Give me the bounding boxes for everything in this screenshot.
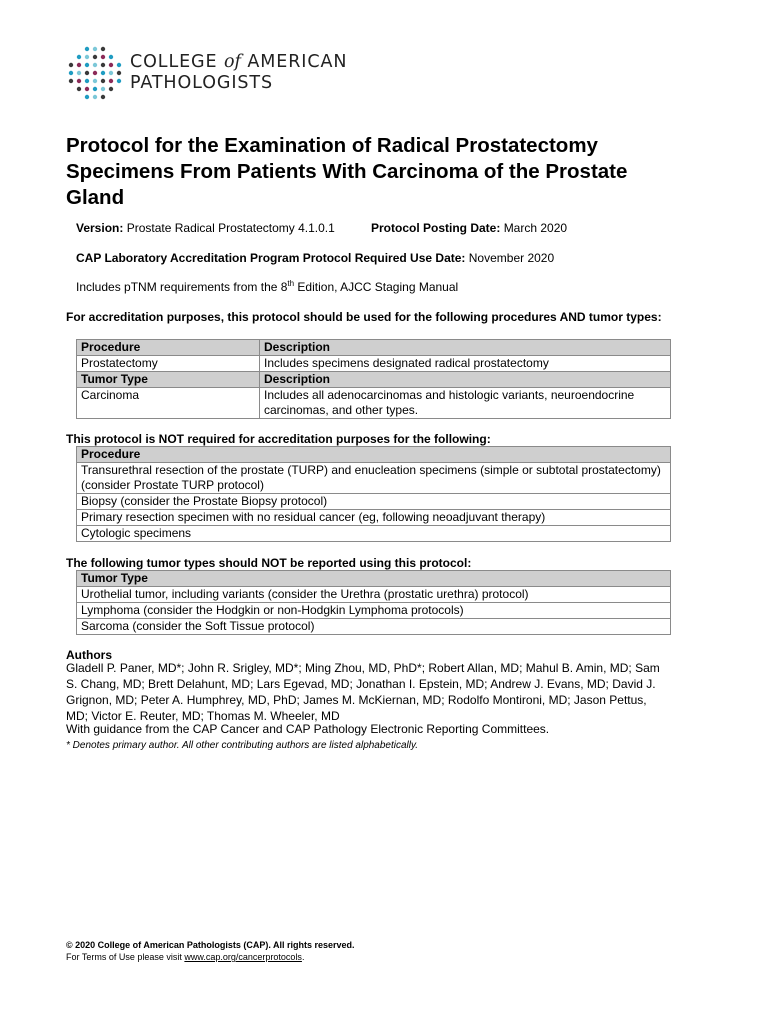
ptnm-line bbox=[76, 280, 458, 294]
procedure-cell: Prostatectomy bbox=[77, 356, 260, 372]
logo-line-1 bbox=[130, 52, 347, 73]
logo-dot bbox=[117, 79, 121, 83]
authors-list: Gladell P. Paner, MD*; John R. Srigley, MD*; Ming Zhou, MD, PhD*; Robert Allan, MD; Mahul B. Amin, MD; Sam S. Chang, MD; Brett Delahunt, MD; Lars Egevad, MD; Jonathan I. Epstein, MD; Andrew J. Evans, MD; David J. Grignon, MD; Peter A. Humphrey, MD, PhD; James M. McKiernan, MD; Rodolfo Montironi, MD; Jason Pettus, MD; Victor E. Reuter, MD; Thomas M. Wheeler, MD bbox=[66, 661, 660, 723]
ptnm-text-end: Edition, AJCC Staging Manual bbox=[294, 280, 459, 294]
table-header-row bbox=[77, 372, 671, 388]
logo-dot bbox=[109, 63, 113, 67]
logo-dot bbox=[101, 87, 105, 91]
logo-dot bbox=[93, 63, 97, 67]
logo-line-2: PATHOLOGISTS bbox=[130, 73, 273, 93]
logo-dot bbox=[101, 79, 105, 83]
not-reported-tumor-type-header: Tumor Type bbox=[77, 571, 671, 587]
posting-date-line bbox=[371, 221, 567, 235]
logo-dot bbox=[69, 79, 73, 83]
logo-dot bbox=[93, 71, 97, 75]
not-required-heading: This protocol is NOT required for accreditation purposes for the following: bbox=[66, 432, 491, 446]
logo-dot bbox=[93, 47, 97, 51]
not-required-procedure-header: Procedure bbox=[77, 447, 671, 463]
logo-word-american: AMERICAN bbox=[240, 52, 348, 72]
logo-dot bbox=[77, 55, 81, 59]
logo-dot bbox=[93, 55, 97, 59]
version-value: Prostate Radical Prostatectomy 4.1.0.1 bbox=[126, 221, 335, 235]
terms-of-use bbox=[66, 952, 304, 962]
procedure-header: Procedure bbox=[77, 340, 260, 356]
logo-dot bbox=[85, 95, 89, 99]
tumor-type-cell: Carcinoma bbox=[77, 388, 260, 419]
logo-dot bbox=[85, 71, 89, 75]
ptnm-superscript: th bbox=[287, 279, 295, 288]
table-row bbox=[77, 510, 671, 526]
logo-dot bbox=[109, 87, 113, 91]
not-required-table bbox=[76, 446, 671, 542]
logo-dot bbox=[69, 71, 73, 75]
document-title: Protocol for the Examination of Radical Prostatectomy Specimens From Patients With Carcinoma of the Prostate Gland bbox=[66, 134, 628, 209]
logo-dot bbox=[85, 55, 89, 59]
authors-heading: Authors bbox=[66, 648, 112, 662]
not-required-row-4: Cytologic specimens bbox=[77, 526, 671, 542]
required-use-value: November 2020 bbox=[468, 251, 555, 265]
terms-text: For Terms of Use please visit bbox=[66, 952, 185, 962]
logo-dot bbox=[117, 63, 121, 67]
logo-dot bbox=[93, 95, 97, 99]
procedure-description-cell: Includes specimens designated radical prostatectomy bbox=[260, 356, 671, 372]
logo-dot bbox=[109, 55, 113, 59]
not-reported-table bbox=[76, 570, 671, 635]
logo-dot bbox=[93, 87, 97, 91]
logo-dot bbox=[109, 71, 113, 75]
logo-dot bbox=[85, 63, 89, 67]
authors-note: * Denotes primary author. All other contributing authors are listed alphabetically. bbox=[66, 740, 419, 751]
table-row bbox=[77, 494, 671, 510]
logo-dot bbox=[77, 79, 81, 83]
cap-logo-dots-icon bbox=[66, 44, 124, 102]
posting-date-label: Protocol Posting Date: bbox=[371, 221, 501, 235]
version-label: Version: bbox=[76, 221, 124, 235]
logo-dot bbox=[101, 55, 105, 59]
table-row bbox=[77, 587, 671, 603]
copyright-notice: © 2020 College of American Pathologists (CAP). All rights reserved. bbox=[66, 940, 355, 950]
authors-guidance: With guidance from the CAP Cancer and CAP Pathology Electronic Reporting Committees. bbox=[66, 722, 550, 736]
table-row bbox=[77, 526, 671, 542]
logo-word-of: of bbox=[223, 52, 241, 72]
table-header-row bbox=[77, 571, 671, 587]
table-row bbox=[77, 356, 671, 372]
logo-dot bbox=[77, 71, 81, 75]
terms-link[interactable]: www.cap.org/cancerprotocols bbox=[184, 952, 302, 962]
logo-dot bbox=[117, 71, 121, 75]
logo-dot bbox=[85, 87, 89, 91]
logo-dot bbox=[109, 79, 113, 83]
logo-dot bbox=[85, 79, 89, 83]
cap-logo bbox=[66, 44, 366, 102]
logo-word-college: COLLEGE bbox=[130, 52, 224, 72]
tumor-description-cell: Includes all adenocarcinomas and histologic variants, neuroendocrine carcinomas, and other types. bbox=[260, 388, 671, 419]
description-header: Description bbox=[260, 340, 671, 356]
logo-dot bbox=[77, 63, 81, 67]
table-header-row bbox=[77, 340, 671, 356]
logo-dot bbox=[85, 47, 89, 51]
required-use-line bbox=[76, 251, 554, 265]
version-line bbox=[76, 221, 335, 235]
accreditation-table bbox=[76, 339, 671, 419]
table-row bbox=[77, 603, 671, 619]
not-required-row-2: Biopsy (consider the Prostate Biopsy protocol) bbox=[77, 494, 671, 510]
logo-dot bbox=[69, 63, 73, 67]
table-header-row bbox=[77, 447, 671, 463]
table-row bbox=[77, 388, 671, 419]
not-reported-row-2: Lymphoma (consider the Hodgkin or non-Hodgkin Lymphoma protocols) bbox=[77, 603, 671, 619]
table-row bbox=[77, 619, 671, 635]
logo-dot bbox=[93, 79, 97, 83]
logo-dot bbox=[101, 71, 105, 75]
not-required-row-3: Primary resection specimen with no residual cancer (eg, following neoadjuvant therapy) bbox=[77, 510, 671, 526]
logo-dot bbox=[101, 95, 105, 99]
logo-dot bbox=[101, 47, 105, 51]
not-reported-row-1: Urothelial tumor, including variants (consider the Urethra (prostatic urethra) protocol) bbox=[77, 587, 671, 603]
cap-logo-text bbox=[130, 52, 347, 94]
logo-dot bbox=[77, 87, 81, 91]
posting-date-value: March 2020 bbox=[503, 221, 568, 235]
logo-dot bbox=[101, 63, 105, 67]
tumor-description-header: Description bbox=[260, 372, 671, 388]
table-row bbox=[77, 463, 671, 494]
required-use-label: CAP Laboratory Accreditation Program Protocol Required Use Date: bbox=[76, 251, 466, 265]
ptnm-text-start: Includes pTNM requirements from the 8 bbox=[76, 280, 288, 294]
not-reported-row-3: Sarcoma (consider the Soft Tissue protocol) bbox=[77, 619, 671, 635]
accreditation-heading: For accreditation purposes, this protocol should be used for the following procedures AND tumor types: bbox=[66, 310, 662, 324]
terms-period: . bbox=[301, 952, 305, 962]
not-required-row-1: Transurethral resection of the prostate (TURP) and enucleation specimens (simple or subtotal prostatectomy) (consider Prostate TURP protocol) bbox=[77, 463, 671, 494]
tumor-type-header: Tumor Type bbox=[77, 372, 260, 388]
not-reported-heading: The following tumor types should NOT be reported using this protocol: bbox=[66, 556, 472, 570]
